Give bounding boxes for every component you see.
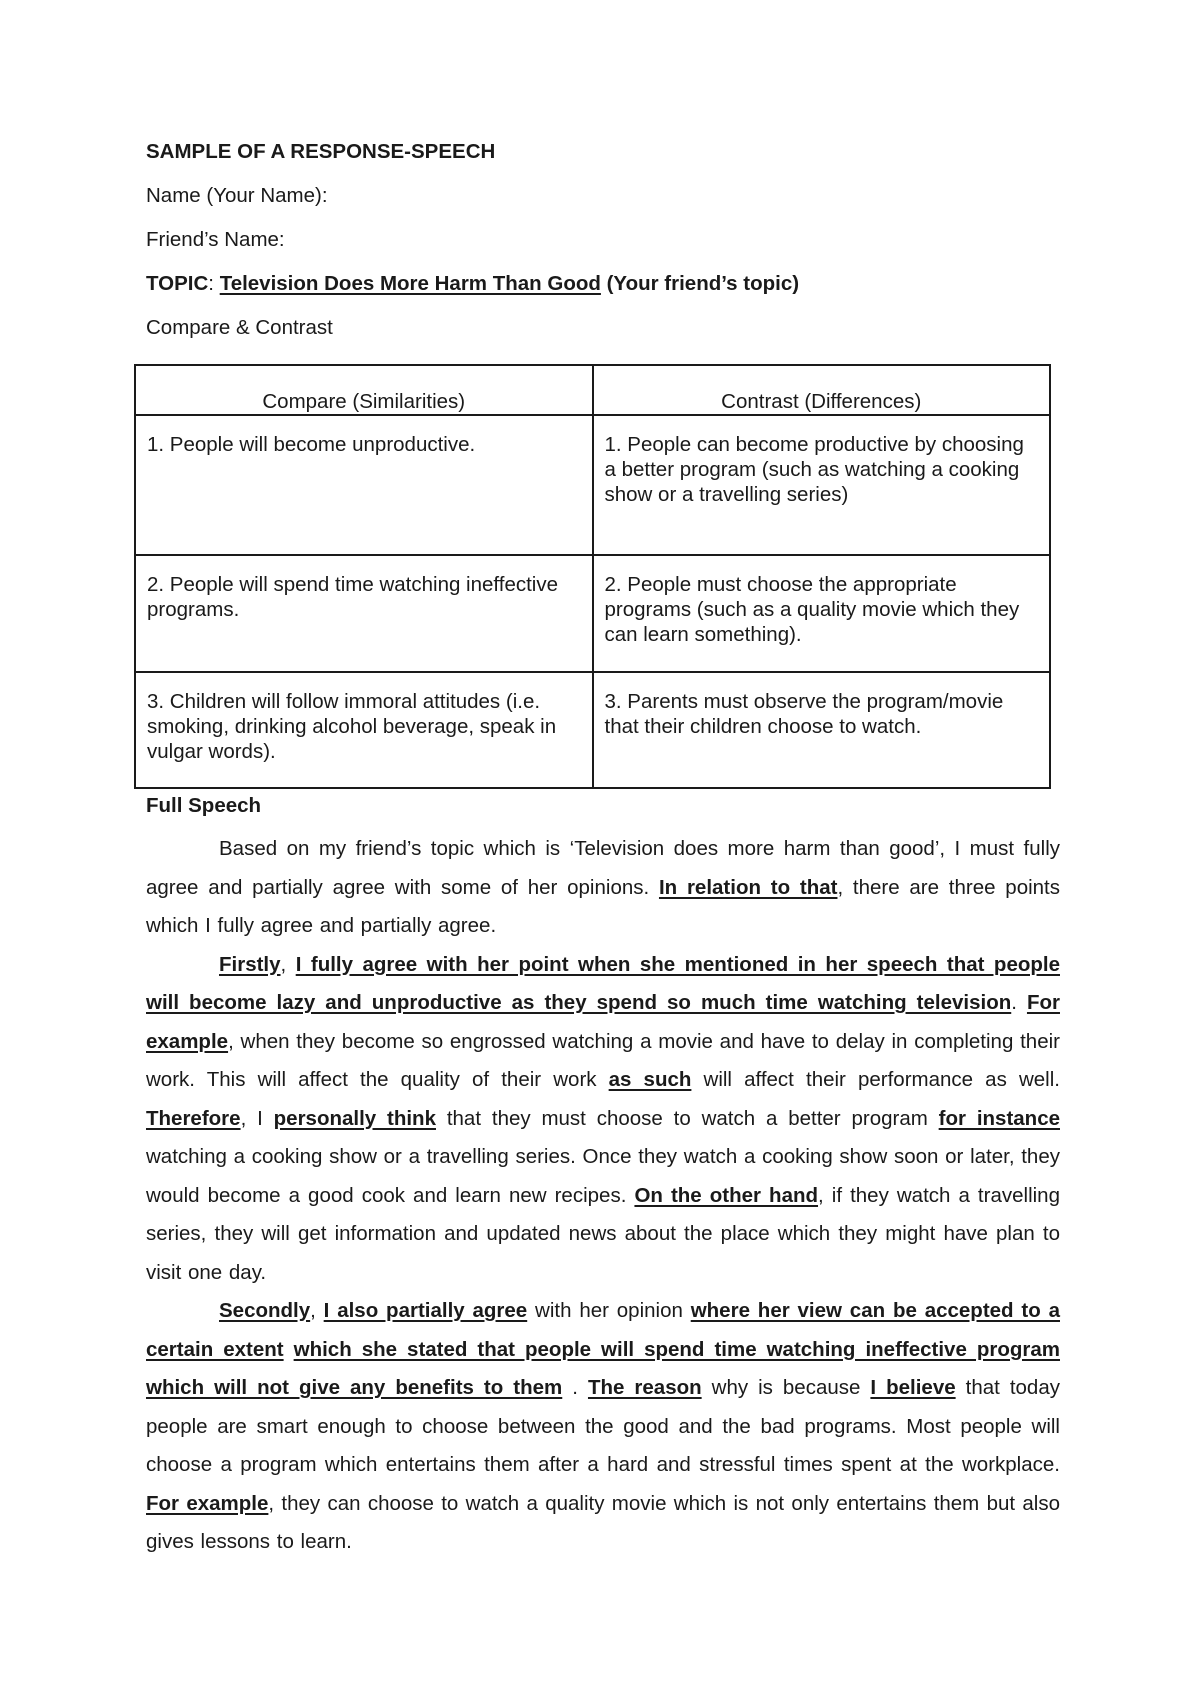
speech-paragraph-2 — [146, 946, 1060, 1293]
topic-label: TOPIC — [146, 272, 209, 295]
speech-paragraph-1 — [146, 830, 1060, 946]
full-speech-heading: Full Speech — [146, 794, 262, 817]
compare-contrast-table — [134, 364, 1051, 789]
text-run: watching a cooking show or a travelling series. Once they watch a cooking show soon or later, they would become a good cook and learn new recipes. — [146, 1145, 1060, 1207]
table-cell-compare: 2. People will spend time watching ineffective programs. — [135, 555, 593, 672]
text-run: that they must choose to watch a better program — [436, 1106, 939, 1130]
table-cell-contrast: 2. People must choose the appropriate programs (such as a quality movie which they can learn something). — [593, 555, 1051, 672]
emphasis-phrase: Therefore — [146, 1106, 241, 1130]
speech-paragraph-3 — [146, 1292, 1060, 1562]
text-run: . — [1011, 991, 1027, 1014]
emphasis-phrase: On the other hand — [634, 1183, 819, 1207]
emphasis-phrase: For example — [146, 1491, 269, 1515]
text-run: with her opinion — [527, 1299, 691, 1322]
emphasis-phrase: In relation to that — [658, 875, 838, 899]
table-cell-contrast: 1. People can become productive by choosing a better program (such as watching a cooking show or a travelling series) — [593, 415, 1051, 555]
name-label: Name (Your Name): — [146, 184, 328, 207]
compare-contrast-label: Compare & Contrast — [146, 316, 333, 339]
text-run: , when they become so engrossed watching a movie and have to delay in completing their work. This will affect the quality of their work — [146, 1029, 1060, 1091]
table-header-compare: Compare (Similarities) — [135, 365, 593, 415]
table-header-contrast: Contrast (Differences) — [593, 365, 1051, 415]
topic-suffix: (Your friend’s topic) — [600, 272, 800, 295]
text-run: . — [562, 1376, 588, 1399]
emphasis-phrase: The reason — [587, 1376, 702, 1399]
emphasis-phrase: For example — [146, 991, 1060, 1053]
topic-line — [146, 270, 1060, 298]
full-speech-section — [146, 792, 1060, 1562]
text-run: , if they watch a travelling series, they will get information and updated news about the place which they might have plan to visit one day. — [146, 1183, 1060, 1284]
emphasis-phrase: Secondly — [219, 1299, 311, 1322]
text-run: , — [280, 952, 296, 976]
emphasis-phrase: I fully agree with her point when she mentioned in her speech that people will become lazy and unproductive as they spend so much time watching television — [146, 952, 1060, 1014]
topic-value: Television Does More Harm Than Good — [219, 272, 601, 295]
document-page — [146, 138, 1060, 1553]
emphasis-phrase: where her view can be accepted to a certain extent — [146, 1299, 1060, 1361]
table-row — [135, 672, 1050, 788]
emphasis-phrase: personally think — [273, 1106, 436, 1130]
text-run: , there are three points which I fully agree and partially agree. — [146, 875, 1060, 937]
emphasis-phrase: which she stated that people will spend time watching ineffective program which will not give any benefits to them — [146, 1337, 1060, 1399]
emphasis-phrase: Firstly — [219, 952, 281, 976]
emphasis-phrase: as such — [608, 1068, 692, 1091]
text-run: that today people are smart enough to choose between the good and the bad programs. Most people will choose a program which entertains them after a hard and stressful times spent at the workplace. — [146, 1376, 1060, 1476]
emphasis-phrase: I also partially agree — [323, 1299, 528, 1322]
table-cell-compare: 1. People will become unproductive. — [135, 415, 593, 555]
text-run: Based on my friend’s topic which is ‘Television does more harm than good’, I must fully agree and partially agree with some of her opinions. — [146, 837, 1060, 899]
text-run: , they can choose to watch a quality movie which is not only entertains them but also gives lessons to learn. — [146, 1491, 1060, 1553]
text-run: why is because — [701, 1376, 871, 1399]
friend-name-label: Friend’s Name: — [146, 228, 285, 251]
text-run: , — [310, 1299, 324, 1322]
emphasis-phrase: for instance — [938, 1106, 1060, 1130]
text-run: will affect their performance as well. — [691, 1068, 1060, 1091]
table-cell-compare: 3. Children will follow immoral attitudes (i.e. smoking, drinking alcohol beverage, speak in vulgar words). — [135, 672, 593, 788]
text-run: , I — [240, 1106, 274, 1130]
table-row — [135, 555, 1050, 672]
topic-separator: : — [208, 272, 220, 295]
text-run — [284, 1338, 294, 1361]
emphasis-phrase: I believe — [870, 1376, 956, 1399]
table-cell-contrast: 3. Parents must observe the program/movie that their children choose to watch. — [593, 672, 1051, 788]
table-row — [135, 415, 1050, 555]
document-title: SAMPLE OF A RESPONSE-SPEECH — [146, 140, 496, 163]
table-header-row — [135, 365, 1050, 415]
